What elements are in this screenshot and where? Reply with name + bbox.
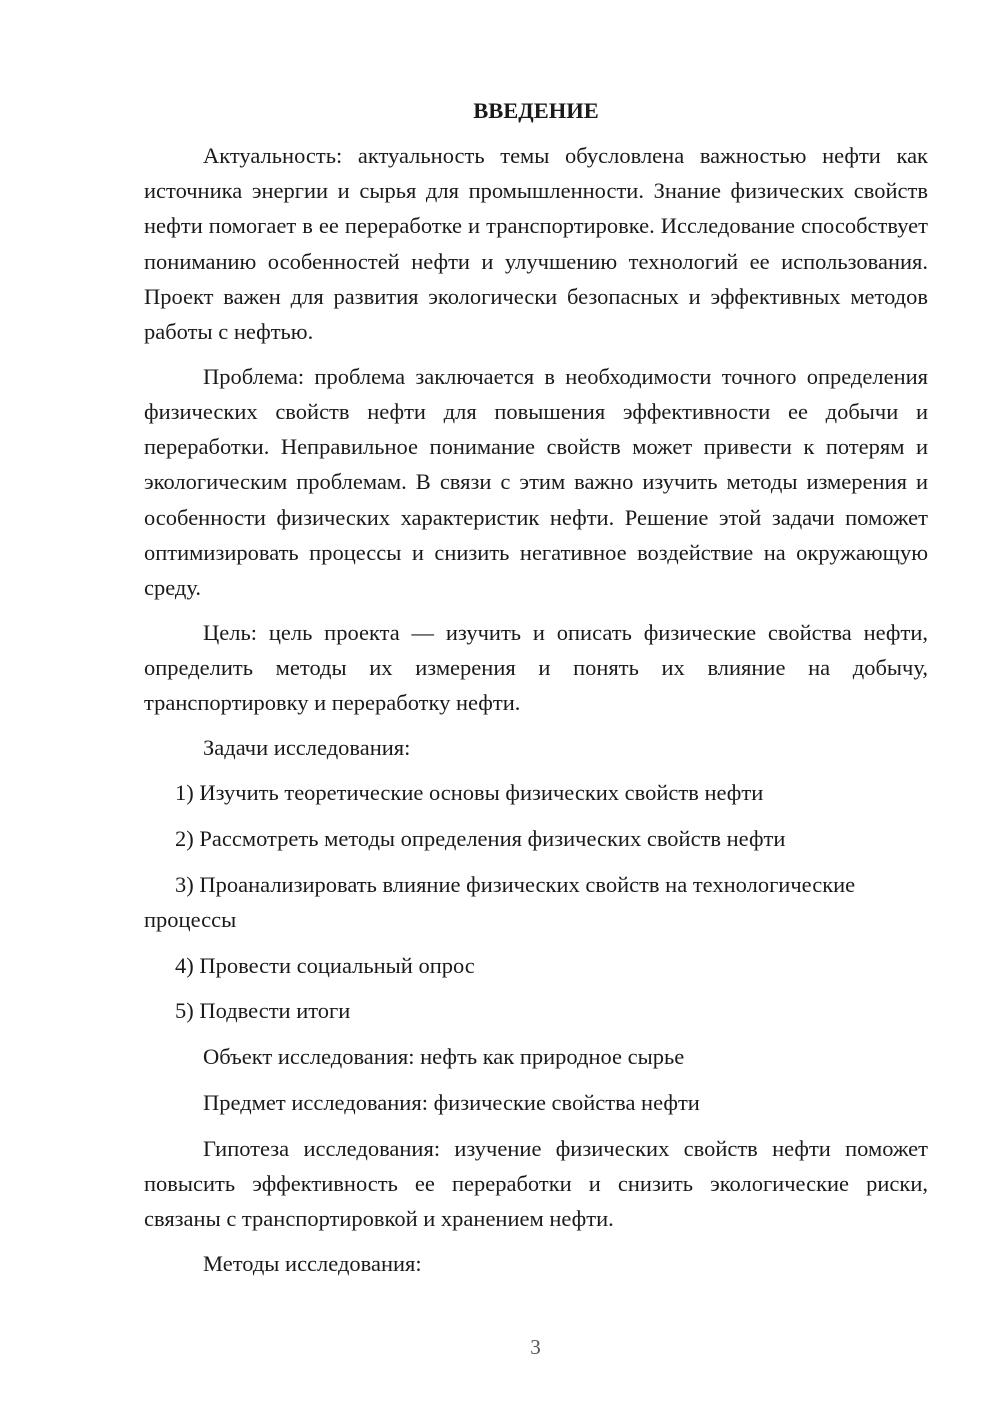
- research-subject: Предмет исследования: физические свойства нефти: [203, 1089, 700, 1115]
- list-item: 5) Подвести итоги: [175, 998, 351, 1024]
- section-title: ВВЕДЕНИЕ: [473, 98, 599, 123]
- list-item: 4) Провести социальный опрос: [175, 952, 475, 978]
- tasks-list: [144, 775, 928, 1028]
- paragraph-relevance: Актуальность: актуальность темы обусловлена важностью нефти как источника энергии и сырья для промышленности. Знание физических свойств нефти помогает в ее переработке и транспортировке. Исследование способствует пониманию особенностей нефти и улучшению технологий ее использования. Проект важен для развития экологически безопасных и эффективных методов работы с нефтью.: [144, 143, 928, 345]
- page-number: 3: [530, 1335, 541, 1359]
- paragraph-goal: Цель: цель проекта — изучить и описать физические свойства нефти, определить методы их измерения и понять их влияние на добычу, транспортировку и переработку нефти.: [144, 619, 928, 716]
- methods-heading: Методы исследования:: [203, 1250, 422, 1276]
- list-item: 3) Проанализировать влияние физических свойств на технологические процессы: [144, 871, 856, 933]
- tasks-heading: Задачи исследования:: [203, 734, 411, 760]
- page-content: [144, 96, 928, 1291]
- paragraph-hypothesis: Гипотеза исследования: изучение физических свойств нефти поможет повысить эффективность ее переработки и снизить экологические риски, связаны с транспортировкой и хранением нефти.: [144, 1135, 928, 1231]
- paragraph-problem: Проблема: проблема заключается в необходимости точного определения физических свойств нефти для повышения эффективности ее добычи и переработки. Неправильное понимание свойств может привести к потерям и экологическим проблемам. В связи с этим важно изучить методы измерения и особенности физических характеристик нефти. Решение этой задачи поможет оптимизировать процессы и снизить негативное воздействие на окружающую среду.: [144, 363, 928, 600]
- list-item: 1) Изучить теоретические основы физических свойств нефти: [175, 780, 764, 806]
- list-item: 2) Рассмотреть методы определения физических свойств нефти: [175, 826, 786, 852]
- research-object: Объект исследования: нефть как природное сырье: [203, 1044, 685, 1070]
